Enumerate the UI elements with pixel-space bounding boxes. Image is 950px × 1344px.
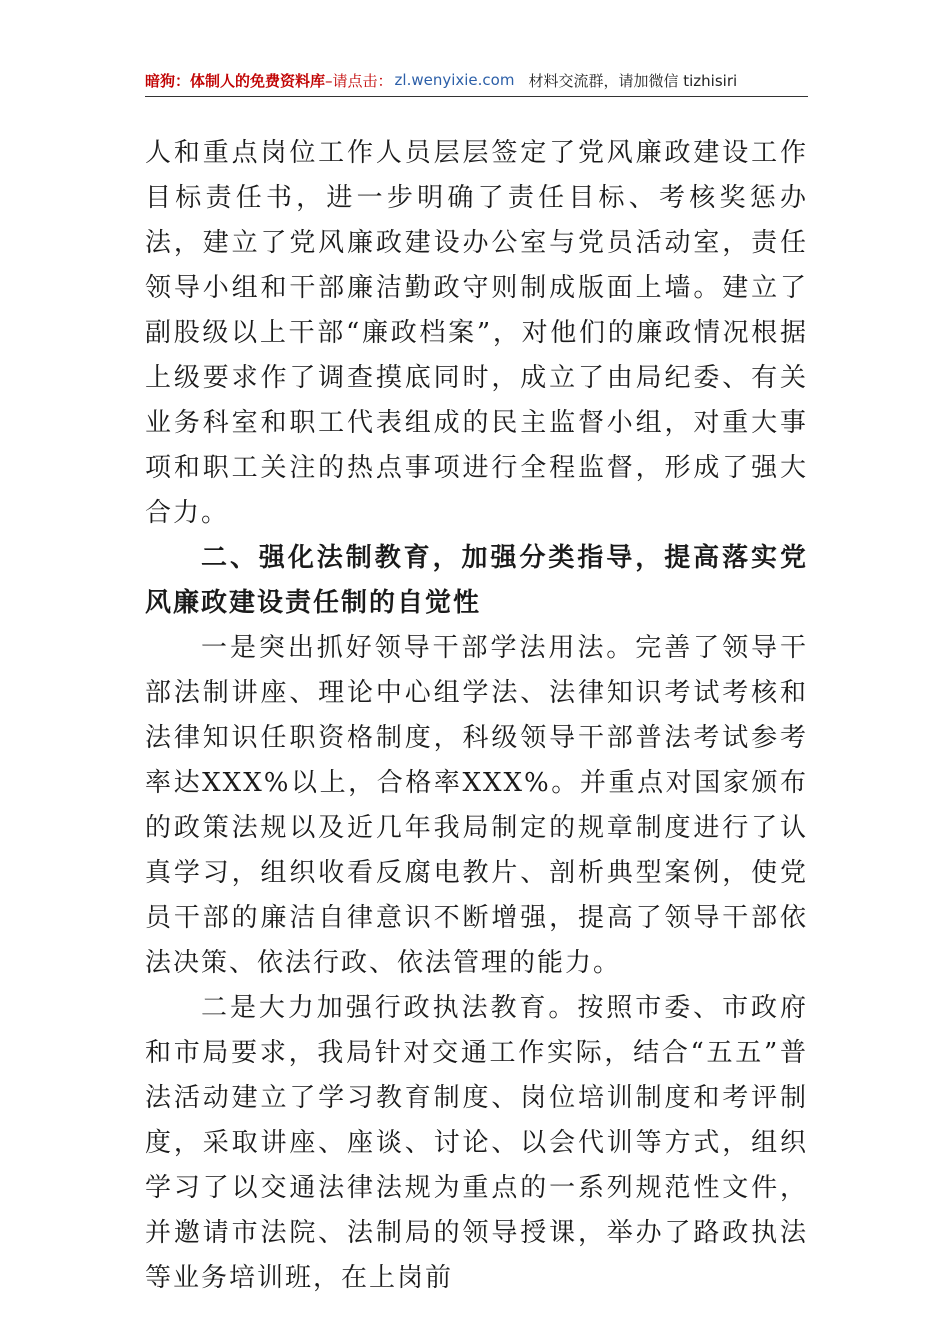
paragraph-item-2: 二是大力加强行政执法教育。按照市委、市政府和市局要求，我局针对交通工作实际，结合“五五”普法活动建立了学习教育制度、岗位培训制度和考评制度，采取讲座、座谈、讨论、以会代训等方式，组织学习了以交通法律法规为重点的一系列规范性文件，并邀请市法院、法制局的领导授课，举办了路政执法等业务培训班，在上岗前	[145, 993, 808, 1293]
page-header	[145, 66, 808, 94]
paragraph-continued: 人和重点岗位工作人员层层签定了党风廉政建设工作目标责任书，进一步明确了责任目标、考核奖惩办法，建立了党风廉政建设办公室与党员活动室，责任领导小组和干部廉洁勤政守则制成版面上墙。建立了副股级以上干部“廉政档案”，对他们的廉政情况根据上级要求作了调查摸底同时，成立了由局纪委、有关业务科室和职工代表组成的民主监督小组，对重大事项和职工关注的热点事项进行全程监督，形成了强大合力。	[145, 138, 808, 528]
section-heading-2: 二、强化法制教育，加强分类指导，提高落实党风廉政建设责任制的自觉性	[145, 543, 808, 618]
header-divider	[145, 96, 808, 97]
header-brand: 暗狗：体制人的免费资料库	[145, 71, 326, 90]
paragraph-item-1: 一是突出抓好领导干部学法用法。完善了领导干部法制讲座、理论中心组学法、法律知识考试考核和法律知识任职资格制度，科级领导干部普法考试参考率达XXX%以上，合格率XXX%。并重点对国家颁布的政策法规以及近几年我局制定的规章制度进行了认真学习，组织收看反腐电教片、剖析典型案例，使党员干部的廉洁自律意识不断增强，提高了领导干部依法决策、依法行政、依法管理的能力。	[145, 633, 808, 978]
document-body	[145, 131, 808, 1301]
header-url-link[interactable]: zl.wenyixie.com	[394, 71, 515, 89]
header-group-info: 材料交流群，请加微信 tizhisiri	[528, 71, 738, 90]
header-prompt: –请点击：	[325, 71, 393, 90]
